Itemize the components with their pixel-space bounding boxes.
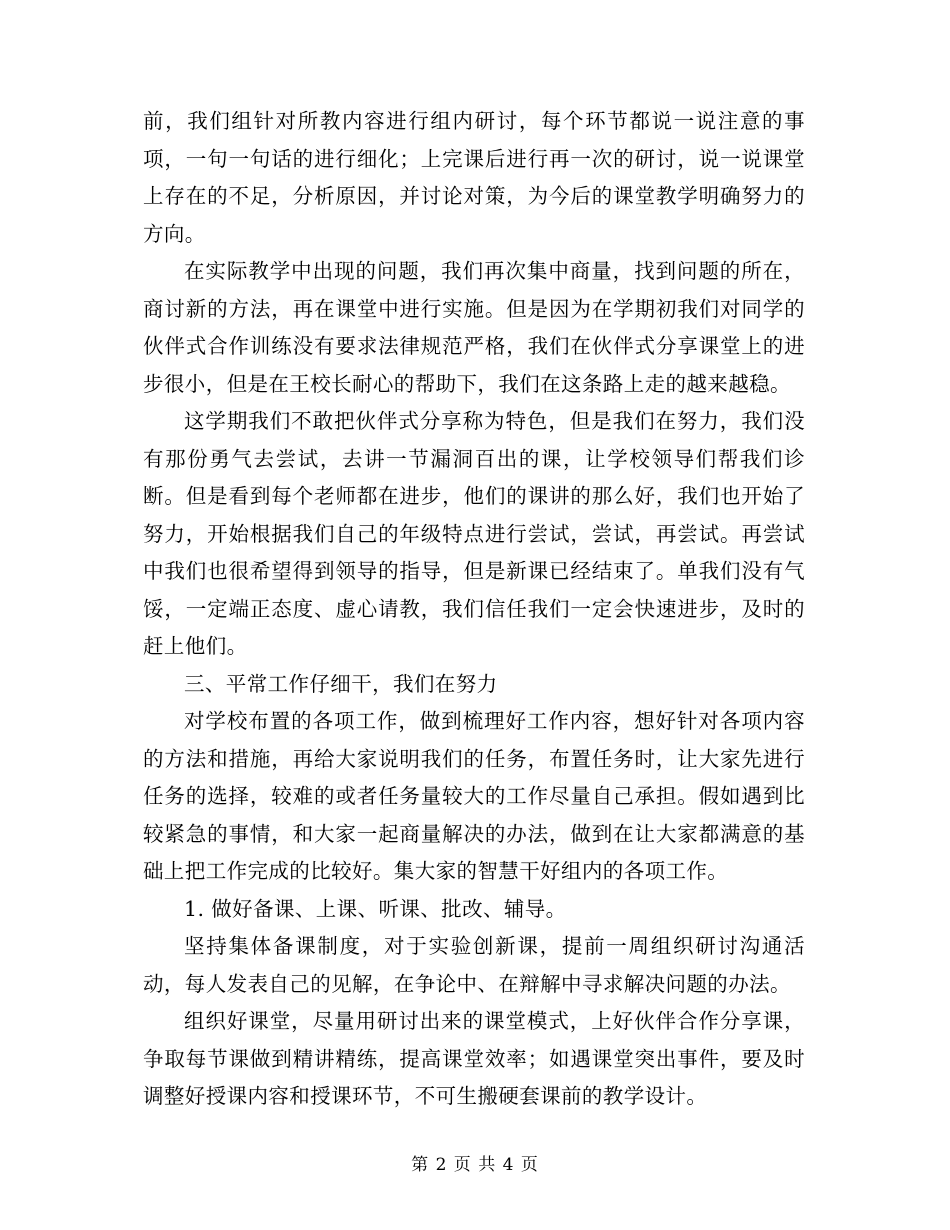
section-heading-3: 三、平常工作仔细干，我们在努力: [184, 671, 498, 696]
paragraph-classroom: 组织好课堂，尽量用研讨出来的课堂模式，上好伙伴合作分享课，争取每节课做到精讲精练，提高课堂效率；如遇课堂突出事件，要及时调整好授课内容和授课环节，不可生搬硬套课前的教学设计。: [143, 1009, 805, 1108]
paragraph-lesson-prep: 坚持集体备课制度，对于实验创新课，提前一周组织研讨沟通活动，每人发表自己的见解，在争论中、在辩解中寻求解决问题的办法。: [143, 934, 805, 996]
paragraph-school-work: 对学校布置的各项工作，做到梳理好工作内容，想好针对各项内容的方法和措施，再给大家说明我们的任务，布置任务时，让大家先进行任务的选择，较难的或者任务量较大的工作尽量自己承担。假如遇到比较紧急的事情，和大家一起商量解决的办法，做到在让大家都满意的基础上把工作完成的比较好。集大家的智慧干好组内的各项工作。: [143, 709, 805, 883]
document-body: [143, 103, 805, 1116]
paragraph-problems: 在实际教学中出现的问题，我们再次集中商量，找到问题的所在，商讨新的方法，再在课堂中进行实施。但是因为在学期初我们对同学的伙伴式合作训练没有要求法律规范严格，我们在伙伴式分享课堂上的进步很小，但是在王校长耐心的帮助下，我们在这条路上走的越来越稳。: [143, 259, 805, 396]
paragraph-continuation: 前，我们组针对所教内容进行组内研讨，每个环节都说一说注意的事项，一句一句话的进行细化；上完课后进行再一次的研讨，说一说课堂上存在的不足，分析原因，并讨论对策，为今后的课堂教学明确努力的方向。: [143, 109, 805, 246]
subheading-1: 1. 做好备课、上课、听课、批改、辅导。: [184, 896, 567, 921]
paragraph-partnership-sharing: 这学期我们不敢把伙伴式分享称为特色，但是我们在努力，我们没有那份勇气去尝试，去讲一节漏洞百出的课，让学校领导们帮我们诊断。但是看到每个老师都在进步，他们的课讲的那么好，我们也开始了努力，开始根据我们自己的年级特点进行尝试，尝试，再尝试。再尝试中我们也很希望得到领导的指导，但是新课已经结束了。单我们没有气馁，一定端正态度、虚心请教，我们信任我们一定会快速进步，及时的赶上他们。: [143, 409, 805, 658]
page-number-footer: 第 2 页 共 4 页: [411, 1155, 539, 1175]
